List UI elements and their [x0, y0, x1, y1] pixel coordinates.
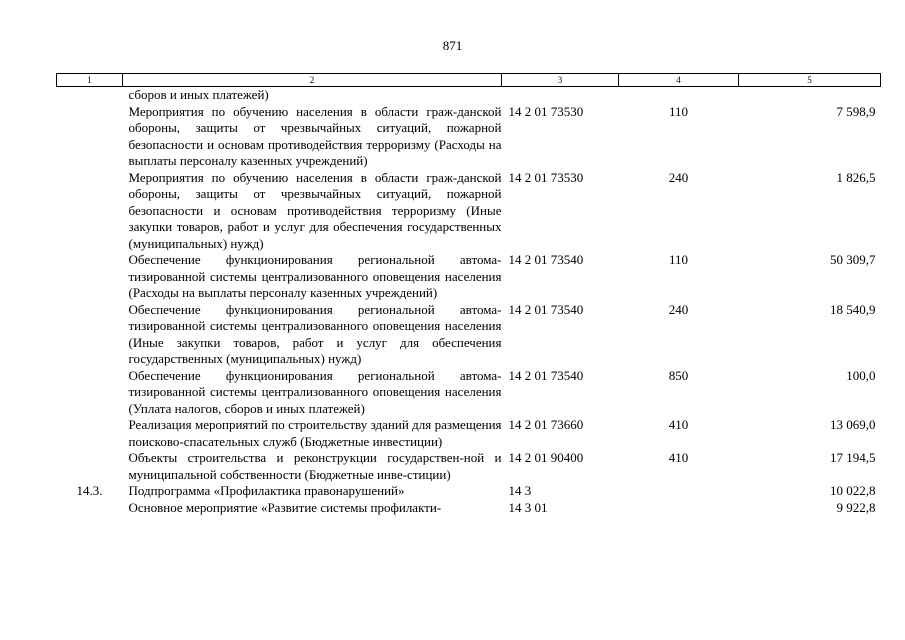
- row-number: [57, 450, 123, 483]
- row-code: 14 3: [508, 483, 532, 498]
- row-code: 14 2 01 90400: [508, 450, 584, 465]
- row-name: Объекты строительства и реконструкции государствен-ной и муниципальной собственности (Бюджетные инве-стиции): [128, 450, 502, 482]
- row-number: [57, 252, 123, 302]
- row-code: 14 2 01 73540: [508, 301, 584, 317]
- row-code: 14 2 01 73660: [508, 417, 584, 432]
- row-expense-type: 110: [668, 103, 689, 119]
- row-amount: 18 540,9: [830, 301, 876, 317]
- row-expense-type: 410: [668, 417, 689, 432]
- col-header-2: 2: [123, 74, 502, 87]
- row-number: [57, 104, 123, 170]
- row-code: 14 2 01 73540: [508, 252, 584, 267]
- row-number: [57, 368, 123, 418]
- col-header-3: 3: [502, 74, 619, 87]
- row-code: 14 2 01 73530: [508, 103, 584, 119]
- row-number: [57, 170, 123, 253]
- row-expense-type: 410: [668, 450, 689, 465]
- row-name: Реализация мероприятий по строительству зданий для размещения поисково-спасательных служб (Бюджетные инвестиции): [128, 417, 502, 449]
- row-expense-type: 240: [668, 169, 689, 185]
- row-name: Мероприятия по обучению населения в области граж-данской обороны, защиты от чрезвычайных ситуаций, пожарной безопасности и основам противодействия терроризму (Расходы на выплаты персоналу казенных учреждений): [128, 103, 502, 168]
- row-number: [57, 500, 123, 517]
- row-code: [502, 87, 619, 104]
- row-amount: [739, 87, 881, 104]
- row-name: сборов и иных платежей): [128, 87, 269, 102]
- col-header-1: 1: [57, 74, 123, 87]
- row-amount: 17 194,5: [830, 450, 876, 465]
- row-name: Обеспечение функционирования региональной автома-тизированной системы централизованного оповещения населения (Иные закупки товаров, работ и услуг для обеспечения государственных (муниципальных) нужд): [128, 301, 502, 366]
- row-expense-type: 240: [668, 301, 689, 317]
- table-row: [57, 368, 881, 418]
- row-amount: 50 309,7: [830, 252, 876, 267]
- table-row: [57, 450, 881, 483]
- budget-table: [56, 73, 881, 516]
- row-amount: 7 598,9: [836, 103, 876, 119]
- row-amount: 100,0: [846, 367, 876, 383]
- row-number: [57, 302, 123, 368]
- table-row: [57, 87, 881, 104]
- table-row: [57, 483, 881, 500]
- row-amount: 1 826,5: [836, 169, 876, 185]
- row-expense-type: [619, 87, 739, 104]
- row-amount: 9 922,8: [836, 499, 876, 515]
- table-row: [57, 302, 881, 368]
- row-number: [57, 87, 123, 104]
- row-number: [57, 417, 123, 450]
- row-expense-type: 850: [668, 367, 689, 383]
- table-row: [57, 252, 881, 302]
- row-expense-type: 110: [668, 252, 689, 267]
- row-name: Обеспечение функционирования региональной автома-тизированной системы централизованного оповещения населения (Расходы на выплаты персоналу казенных учреждений): [128, 252, 502, 300]
- col-header-5: 5: [739, 74, 881, 87]
- row-code: 14 3 01: [508, 499, 548, 515]
- column-number-row: [57, 74, 881, 87]
- page-number: 871: [442, 38, 463, 53]
- row-name: Обеспечение функционирования региональной автома-тизированной системы централизованного оповещения населения (Уплата налогов, сборов и иных платежей): [128, 367, 502, 416]
- row-name: Мероприятия по обучению населения в области граж-данской обороны, защиты от чрезвычайных ситуаций, пожарной безопасности и основам противодействия терроризму (Иные закупки товаров, работ и услуг для обеспечения государственных (муниципальных) нужд): [128, 169, 502, 251]
- row-number: 14.3.: [76, 483, 103, 498]
- row-code: 14 2 01 73530: [508, 169, 584, 185]
- row-amount: 13 069,0: [830, 417, 876, 432]
- row-name: Основное мероприятие «Развитие системы профилакти-: [128, 499, 442, 515]
- table-row: [57, 417, 881, 450]
- row-expense-type: [619, 483, 739, 500]
- row-amount: 10 022,8: [830, 483, 876, 498]
- row-code: 14 2 01 73540: [508, 367, 584, 383]
- table-row: [57, 104, 881, 170]
- table-row: [57, 170, 881, 253]
- row-name: Подпрограмма «Профилактика правонарушений»: [128, 483, 405, 498]
- col-header-4: 4: [619, 74, 739, 87]
- table-row: [57, 500, 881, 517]
- row-expense-type: [619, 500, 739, 517]
